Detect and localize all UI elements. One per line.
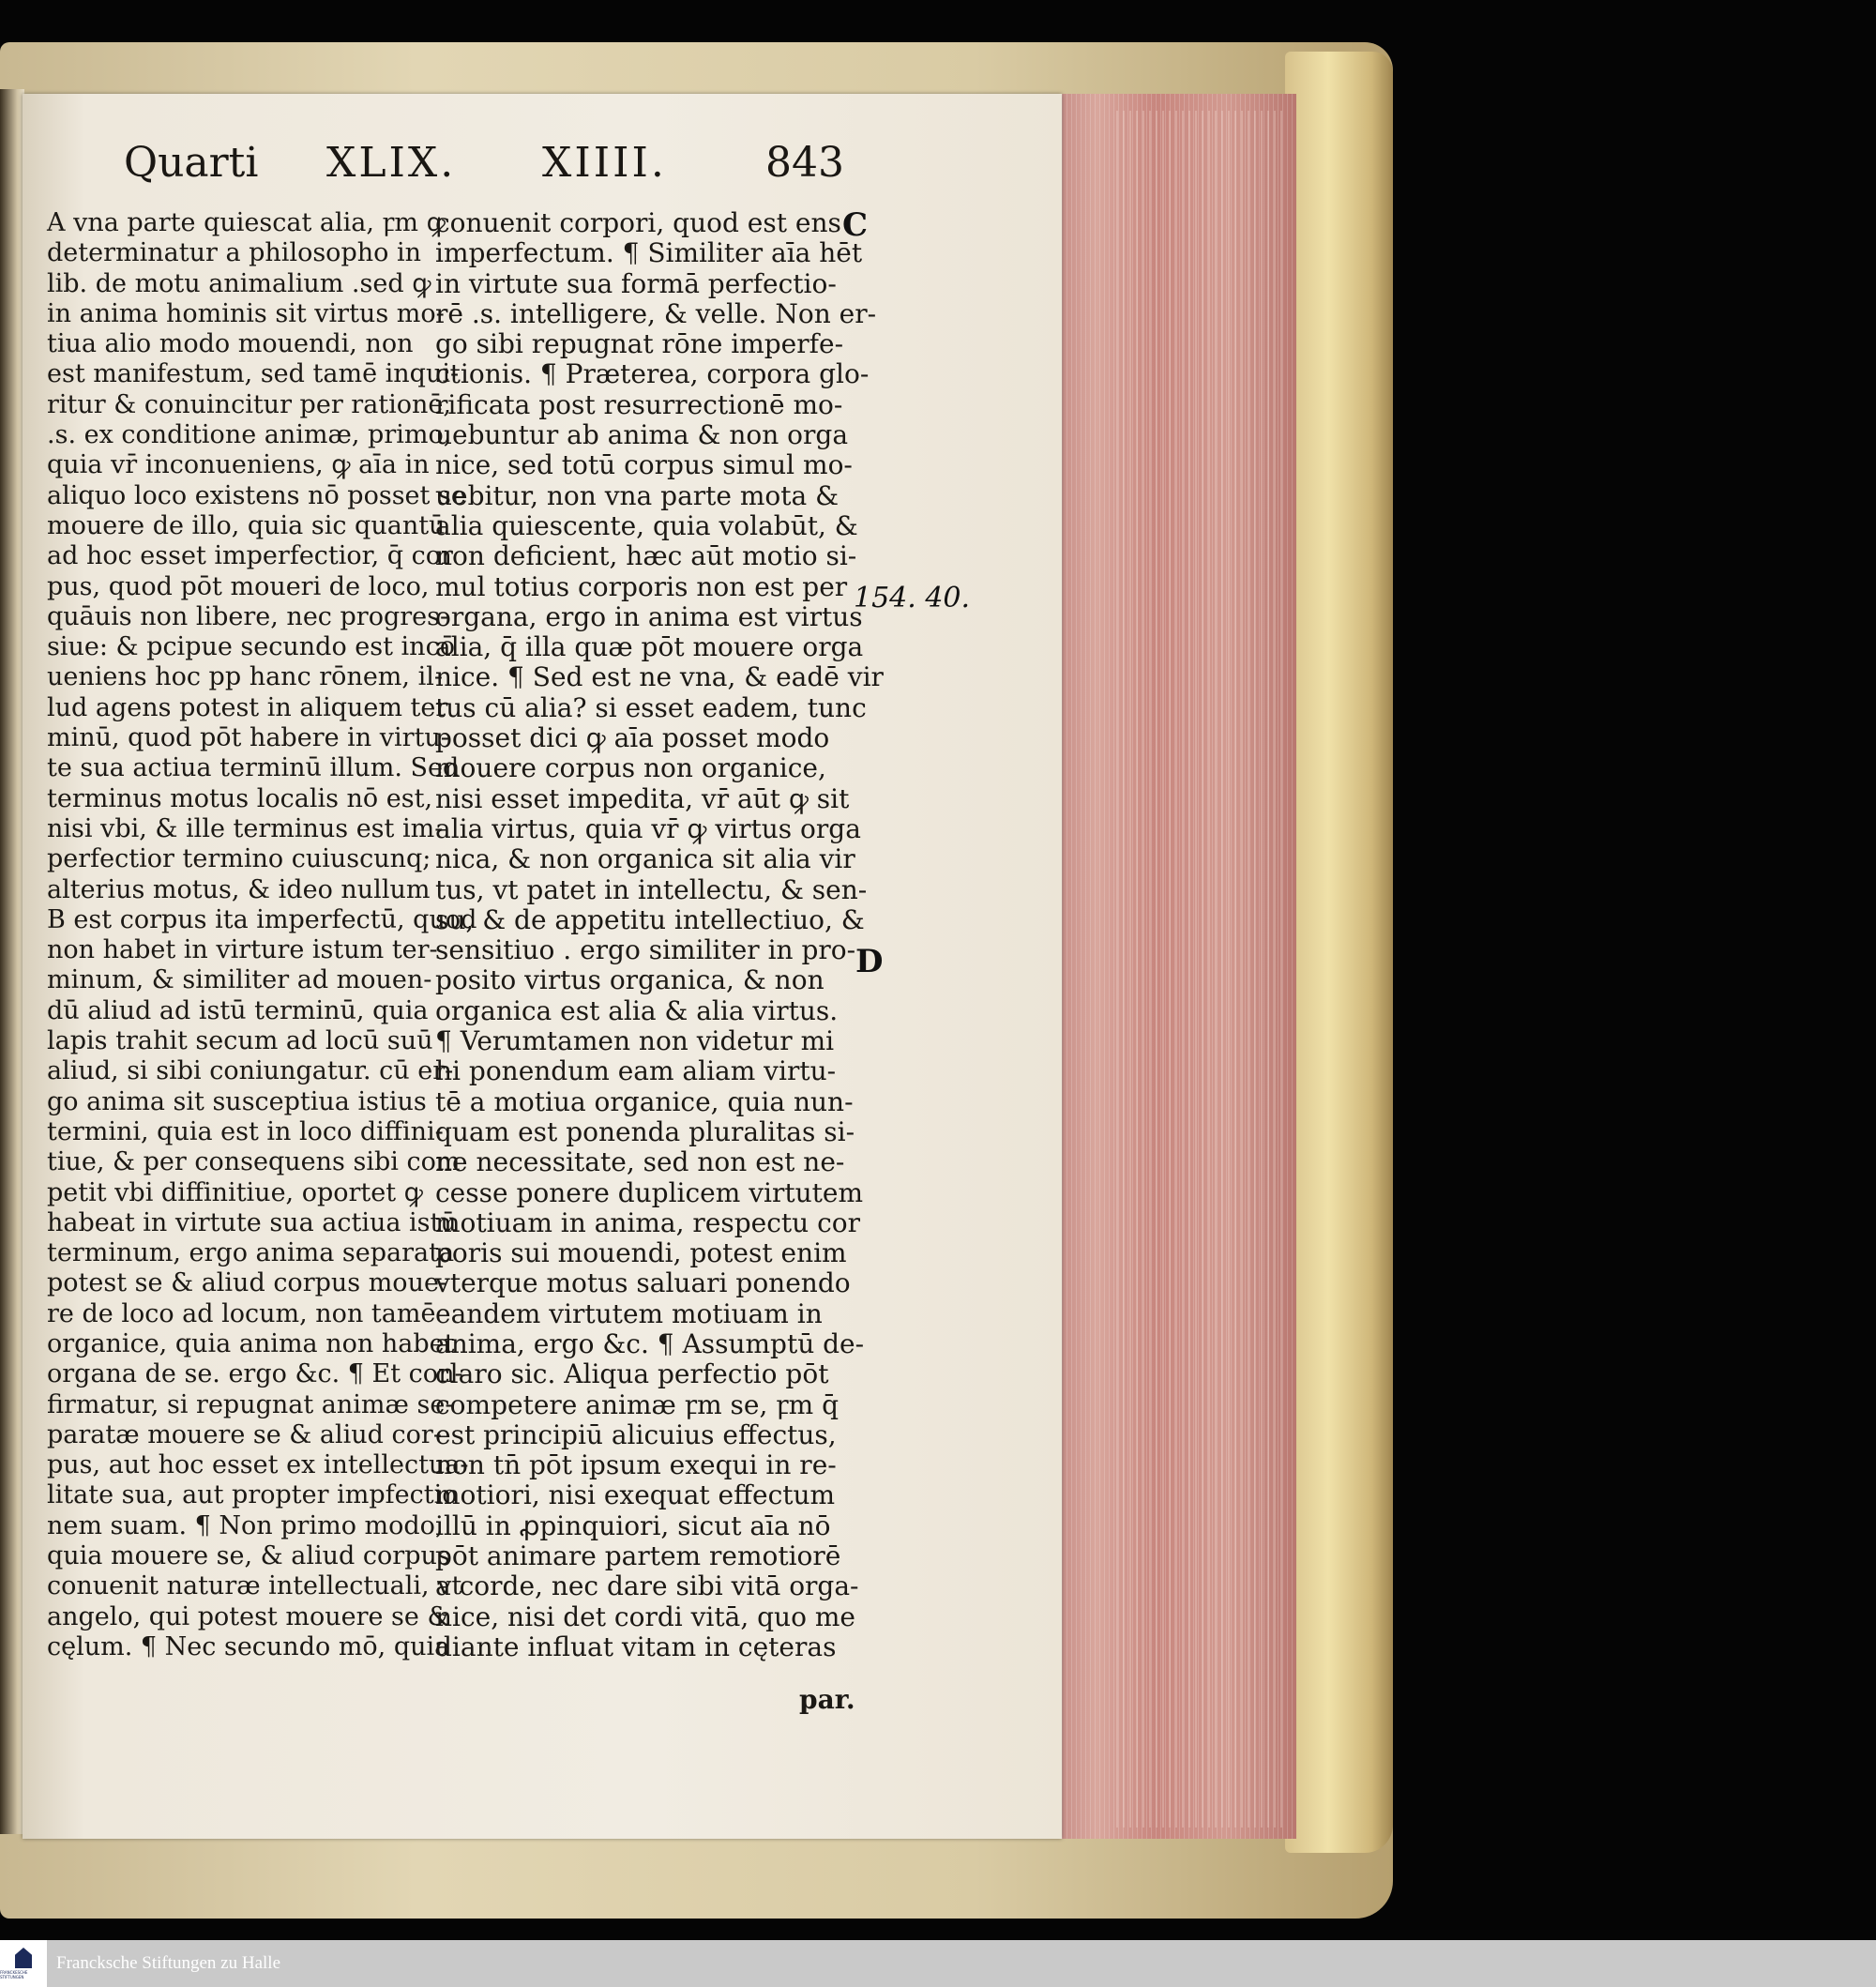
header-section-1: XLIX. xyxy=(326,139,457,187)
text-line: cęlum. ¶ Nec secundo mō, quia xyxy=(47,1631,450,1661)
text-line: siue: & pcipue secundo est incō xyxy=(47,632,455,662)
text-line: lud agens potest in aliquem ter xyxy=(47,692,448,722)
text-line: ¶ Verumtamen non videtur mi xyxy=(435,1025,835,1057)
text-line: minū, quod pōt habere in virtu- xyxy=(47,723,449,753)
text-line: alia, q̄ illa quæ pōt mouere orga xyxy=(435,631,864,663)
text-line: nice, nisi det cordi vitā, quo me xyxy=(435,1600,855,1632)
text-line: alia quiescente, quia volabūt, & xyxy=(435,509,858,541)
page-number: 843 xyxy=(765,139,844,187)
text-line: go anima sit susceptiua istius xyxy=(47,1086,427,1116)
text-line: conuenit naturæ intellectuali, vt xyxy=(47,1571,462,1601)
text-line: nem suam. ¶ Non primo modo, xyxy=(47,1510,444,1540)
text-line: ritur & conuincitur per rationē, xyxy=(47,389,451,419)
text-line: organa de se. ergo &c. ¶ Et con- xyxy=(47,1359,463,1389)
text-line: competere animæ ꝼm se, ꝼm q̄ xyxy=(435,1388,840,1420)
institution-logo xyxy=(0,1940,47,1987)
text-line: aliud, si sibi coniungatur. cū er- xyxy=(47,1056,454,1086)
text-line: eandem virtutem motiuam in xyxy=(435,1297,823,1329)
header-book-title: Quarti xyxy=(124,139,259,187)
text-line: conuenit corpori, quod est ens xyxy=(435,207,841,238)
text-line: tus cū alia? si esset eadem, tunc xyxy=(435,691,867,723)
text-line: quam est ponenda pluralitas si- xyxy=(435,1115,855,1147)
text-line: angelo, qui potest mouere se & xyxy=(47,1601,450,1631)
text-line: quia mouere se, & aliud corpus xyxy=(47,1541,450,1571)
text-line: ad hoc esset imperfectior, q̄ cor xyxy=(47,541,453,571)
right-text-column xyxy=(435,207,884,1662)
text-line: illū in ꝓpinquiori, sicut aīa nō xyxy=(435,1509,831,1541)
text-line: pus, aut hoc esset ex intellectua- xyxy=(47,1450,469,1480)
text-line: poris sui mouendi, potest enim xyxy=(435,1237,847,1269)
text-line: go sibi repugnat rōne imperfe- xyxy=(435,328,844,360)
text-line: nisi vbi, & ille terminus est im- xyxy=(47,813,444,843)
building-icon xyxy=(15,1948,32,1968)
text-line: uebuntur ab anima & non orga xyxy=(435,419,849,451)
text-line: firmatur, si repugnat animæ se- xyxy=(47,1389,454,1419)
text-line: motiuam in anima, respectu cor xyxy=(435,1206,861,1238)
text-line: sensitiuo . ergo similiter in pro- xyxy=(435,934,856,966)
text-line: mouere corpus non organice, xyxy=(435,752,826,784)
text-line: rificata post resurrectionē mo- xyxy=(435,388,843,420)
left-text-column xyxy=(47,208,477,1662)
text-line: alterius motus, & ideo nullum xyxy=(47,874,431,904)
text-line: habeat in virtute sua actiua istū xyxy=(47,1207,457,1237)
text-line: re de loco ad locum, non tamē xyxy=(47,1298,436,1328)
handwritten-margin-note: 154. 40. xyxy=(854,582,971,614)
text-line: rē .s. intelligere, & velle. Non er- xyxy=(435,297,877,329)
text-line: uebitur, non vna parte mota & xyxy=(435,479,840,511)
text-line: dū aliud ad istū terminū, quia xyxy=(47,995,429,1025)
text-line: nice, sed totū corpus simul mo- xyxy=(435,449,853,481)
text-line: tiua alio modo mouendi, non xyxy=(47,329,414,359)
text-line: ne necessitate, sed non est ne- xyxy=(435,1146,845,1178)
text-line: nice. ¶ Sed est ne vna, & eadē vir xyxy=(435,661,884,693)
text-line: motiori, nisi exequat effectum xyxy=(435,1479,836,1511)
text-line: tus, vt patet in intellectu, & sen- xyxy=(435,873,868,905)
text-line: te sua actiua terminū illum. Sed xyxy=(47,753,460,783)
text-line: termini, quia est in loco diffini- xyxy=(47,1116,444,1146)
text-line: lib. de motu animalium .sed ꝙ xyxy=(47,268,431,298)
text-line: .s. ex conditione animæ, primo, xyxy=(47,420,452,450)
text-line: litate sua, aut propter impfectio xyxy=(47,1480,458,1510)
text-line: mouere de illo, quia sic quantū xyxy=(47,510,446,540)
text-line: claro sic. Aliqua perfectio pōt xyxy=(435,1358,829,1390)
text-line: organice, quia anima non habet xyxy=(47,1328,455,1358)
text-line: minum, & similiter ad mouen- xyxy=(47,965,432,995)
text-line: alia virtus, quia vr̄ ꝙ virtus orga xyxy=(435,812,861,844)
text-line: nica, & non organica sit alia vir xyxy=(435,843,855,875)
text-line: organica est alia & alia virtus. xyxy=(435,994,839,1026)
binding-fore-edge xyxy=(1285,52,1393,1853)
text-line: petit vbi diffinitiue, oportet ꝙ xyxy=(47,1177,423,1207)
text-line: su, & de appetitu intellectiuo, & xyxy=(435,903,865,935)
text-line: est principiū alicuius effectus, xyxy=(435,1418,837,1450)
text-line: anima, ergo &c. ¶ Assumptū de- xyxy=(435,1327,865,1359)
text-line: mul totius corporis non est per xyxy=(435,570,848,602)
text-line: cesse ponere duplicem virtutem xyxy=(435,1176,864,1208)
catchword: par. xyxy=(799,1684,855,1715)
text-line: pōt animare partem remotiorē xyxy=(435,1540,841,1572)
text-line: terminus motus localis nō est, xyxy=(47,783,433,813)
text-line: perfectior termino cuiuscunq; xyxy=(47,844,431,874)
text-line: hi ponendum eam aliam virtu- xyxy=(435,1055,837,1087)
text-line: paratæ mouere se & aliud cor- xyxy=(47,1419,442,1449)
text-line: terminum, ergo anima separata xyxy=(47,1238,455,1268)
logo-wordmark: FRANCKESCHE STIFTUNGEN xyxy=(0,1970,28,1979)
text-line: non deficient, hæc aūt motio si- xyxy=(435,540,857,572)
footer-bar xyxy=(0,1940,1876,1987)
text-line: potest se & aliud corpus moue- xyxy=(47,1268,448,1298)
text-line: in virtute sua formā perfectio- xyxy=(435,267,837,299)
text-line: aliquo loco existens nō posset se xyxy=(47,480,466,510)
text-line: quāuis non libere, nec progres- xyxy=(47,601,449,631)
text-line: B est corpus ita imperfectū, quod xyxy=(47,904,477,934)
text-line: posito virtus organica, & non xyxy=(435,964,825,996)
text-line: determinatur a philosopho in xyxy=(47,238,421,268)
text-line: vterque motus saluari ponendo xyxy=(435,1267,851,1299)
page-edge-lines xyxy=(1116,111,1285,1828)
text-line: organa, ergo in anima est virtus xyxy=(435,600,863,632)
header-section-2: XIIII. xyxy=(542,139,667,187)
margin-letter-c: C xyxy=(842,206,869,244)
text-line: tē a motiua organice, quia nun- xyxy=(435,1085,854,1117)
text-line: est manifestum, sed tamē inqui- xyxy=(47,359,460,389)
text-line: posset dici ꝙ aīa posset modo xyxy=(435,722,830,754)
text-line: lapis trahit secum ad locū suū xyxy=(47,1026,433,1056)
text-line: a corde, nec dare sibi vitā orga- xyxy=(435,1570,859,1602)
text-line: ueniens hoc pp hanc rōnem, il- xyxy=(47,662,443,692)
institution-name: Francksche Stiftungen zu Halle xyxy=(56,1953,281,1973)
text-line: pus, quod pōt moueri de loco, xyxy=(47,571,430,601)
running-header xyxy=(0,139,1062,205)
margin-letter-d: D xyxy=(855,943,884,980)
text-line: A vna parte quiescat alia, ꝼm ꝙ xyxy=(47,208,446,237)
text-line: non habet in virture istum ter- xyxy=(47,935,438,965)
text-line: ctionis. ¶ Præterea, corpora glo- xyxy=(435,358,870,390)
text-line: non tn̄ pōt ipsum exequi in re- xyxy=(435,1449,837,1481)
left-page-edge xyxy=(0,89,24,1834)
text-line: diante influat vitam in cęteras xyxy=(435,1631,837,1662)
text-line: in anima hominis sit virtus mo- xyxy=(47,298,445,328)
text-line: imperfectum. ¶ Similiter aīa hēt xyxy=(435,237,863,269)
text-line: quia vr̄ inconueniens, ꝙ aīa in xyxy=(47,450,430,480)
text-line: nisi esset impedita, vr̄ aūt ꝙ sit xyxy=(435,782,850,814)
text-line: tiue, & per consequens sibi com xyxy=(47,1147,461,1177)
